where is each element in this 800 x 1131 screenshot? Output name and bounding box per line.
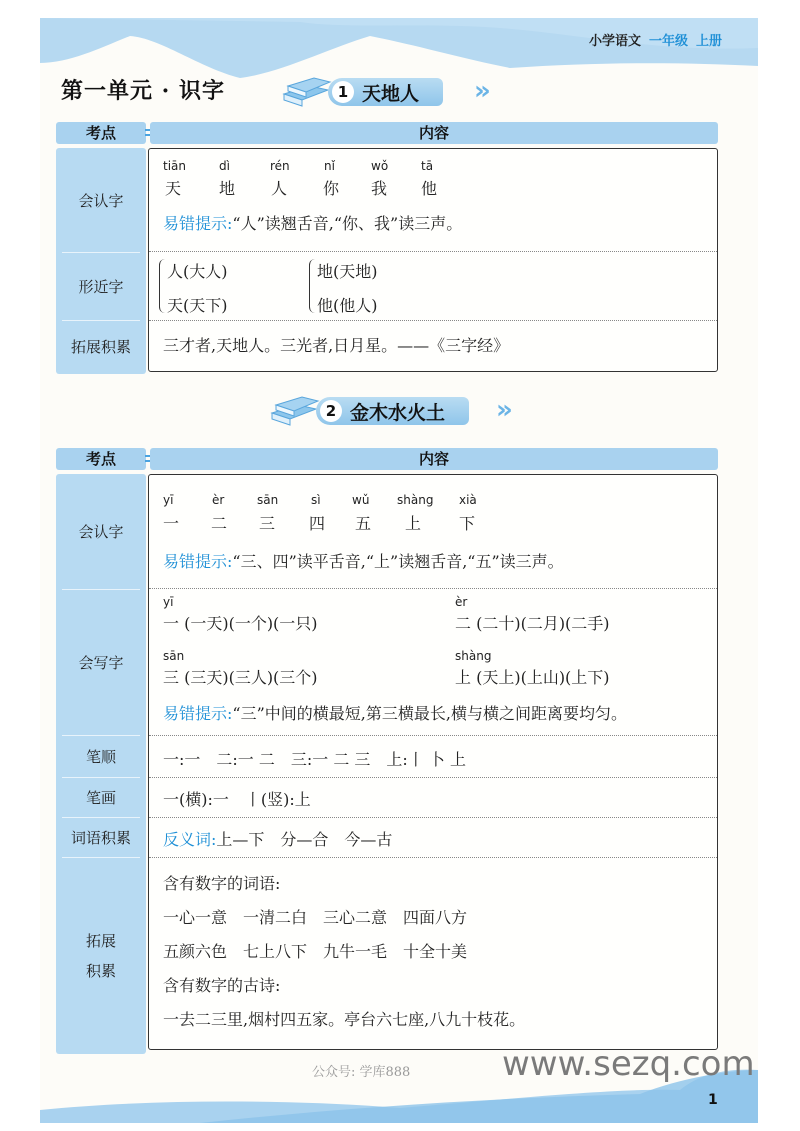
write-item: 三 (三天)(三人)(三个) xyxy=(163,668,318,687)
lesson-title: 金木水火土 xyxy=(350,401,446,424)
lesson-title-pill xyxy=(328,78,443,106)
pinyin: dì xyxy=(219,159,230,173)
character: 地 xyxy=(219,179,236,198)
character: 四 xyxy=(309,514,326,533)
character: 你 xyxy=(323,179,340,198)
pinyin: èr xyxy=(455,595,468,609)
pinyin: shàng xyxy=(455,649,492,663)
pinyin: yī xyxy=(163,595,174,609)
volume-label: 上册 xyxy=(695,34,722,49)
stroke-order-text: 一:一 二:一 二 三:一 二 三 上:丨 卜 上 xyxy=(163,750,466,769)
pinyin: rén xyxy=(270,159,290,173)
pinyin: tā xyxy=(421,159,434,173)
textbook-page xyxy=(40,18,758,1123)
extend-line: 含有数字的词语: xyxy=(163,874,281,893)
pinyin: sì xyxy=(311,493,321,507)
brace-icon xyxy=(159,259,165,313)
pinyin: wǔ xyxy=(352,493,370,507)
write-item: 上 (天上)(上山)(上下) xyxy=(455,668,610,687)
pinyin: sān xyxy=(257,493,279,507)
antonym-text: 上—下 分—合 今—古 xyxy=(216,830,393,849)
character: 一 xyxy=(163,514,180,533)
extend-text: 三才者,天地人。三光者,日月星。——《三字经》 xyxy=(163,336,510,355)
label-write: 会写字 xyxy=(78,653,124,672)
label-similar: 形近字 xyxy=(78,277,124,296)
tip-label: 易错提示: xyxy=(163,704,233,723)
label-vocab: 词语积累 xyxy=(70,828,131,847)
label-recognize: 会认字 xyxy=(78,523,124,541)
watermark-text: 公众号: 学库888 xyxy=(312,1065,411,1080)
lesson-1-table xyxy=(56,148,718,374)
lesson-2-banner xyxy=(268,395,528,427)
pinyin: tiān xyxy=(163,159,186,173)
antonym-label: 反义词: xyxy=(163,830,217,849)
books-icon xyxy=(268,395,322,427)
column-header-kaodian: 考点 xyxy=(56,448,146,470)
content-box xyxy=(148,474,718,1050)
pinyin: sān xyxy=(163,649,185,663)
column-header-kaodian: 考点 xyxy=(56,122,146,144)
tip-text: “三、四”读平舌音,“上”读翘舌音,“五”读三声。 xyxy=(232,552,564,571)
error-tip xyxy=(163,549,564,572)
pinyin: xià xyxy=(459,493,477,507)
double-chevron-icon: » xyxy=(474,76,491,106)
label-recognize: 会认字 xyxy=(78,191,124,210)
character: 天 xyxy=(165,179,182,198)
character: 五 xyxy=(355,514,372,533)
page-number: 1 xyxy=(708,1092,718,1108)
extend-line: 含有数字的古诗: xyxy=(163,976,281,995)
book-title xyxy=(589,30,722,49)
strokes-text: 一(横):一 丨(竖):上 xyxy=(163,790,311,809)
pinyin: yī xyxy=(163,493,174,507)
subject-label: 小学语文 xyxy=(588,34,641,49)
lesson-2-table-header xyxy=(56,448,718,470)
vocab-antonyms xyxy=(163,827,392,850)
lesson-number: 1 xyxy=(332,81,354,103)
pinyin: nǐ xyxy=(324,159,335,173)
character: 我 xyxy=(371,179,388,198)
label-extend xyxy=(56,857,146,1054)
lesson-title-pill xyxy=(316,397,469,425)
content-box xyxy=(148,148,718,372)
character: 人 xyxy=(271,179,288,198)
column-header-neirong: 内容 xyxy=(150,122,718,144)
extend-line: 一心一意 一清二白 三心二意 四面八方 xyxy=(163,908,468,927)
pinyin: èr xyxy=(212,493,225,507)
tip-label: 易错提示: xyxy=(163,214,233,233)
label-extend: 拓展积累 xyxy=(70,337,131,356)
tip-label: 易错提示: xyxy=(163,552,233,571)
character: 二 xyxy=(211,514,228,533)
error-tip xyxy=(163,211,462,234)
lesson-number: 2 xyxy=(320,400,342,422)
similar-item: 他(他人) xyxy=(317,296,378,315)
lesson-1-table-header xyxy=(56,122,718,144)
label-stroke-order: 笔顺 xyxy=(85,747,116,766)
character: 三 xyxy=(259,514,276,533)
column-header-neirong: 内容 xyxy=(150,448,718,470)
extend-line: 五颜六色 七上八下 九牛一毛 十全十美 xyxy=(163,942,468,961)
extend-line: 一去二三里,烟村四五家。亭台六七座,八九十枝花。 xyxy=(163,1010,526,1029)
label-extend-line2: 积累 xyxy=(85,961,116,980)
write-item: 二 (二十)(二月)(二手) xyxy=(455,614,610,633)
pinyin: shàng xyxy=(397,493,434,507)
grade-label: 一年级 xyxy=(648,34,688,49)
character: 他 xyxy=(421,179,438,198)
character: 下 xyxy=(459,514,476,533)
lesson-2-table xyxy=(56,474,718,1054)
double-chevron-icon: » xyxy=(496,395,513,425)
similar-item: 地(天地) xyxy=(317,262,378,281)
label-strokes: 笔画 xyxy=(85,788,116,807)
lesson-title: 天地人 xyxy=(362,82,420,105)
tip-text: “人”读翘舌音,“你、我”读三声。 xyxy=(232,214,463,233)
write-item: 一 (一天)(一个)(一只) xyxy=(163,614,318,633)
label-extend-line1: 拓展 xyxy=(85,931,116,950)
unit-title: 第一单元 · 识字 xyxy=(61,78,225,104)
similar-item: 天(天下) xyxy=(167,296,228,315)
watermark-url: www.sezq.com xyxy=(502,1044,755,1084)
brace-icon xyxy=(309,259,315,313)
error-tip xyxy=(163,701,627,724)
similar-item: 人(大人) xyxy=(167,262,228,281)
pinyin: wǒ xyxy=(371,159,389,173)
character: 上 xyxy=(405,514,422,533)
tip-text: “三”中间的横最短,第三横最长,横与横之间距离要均匀。 xyxy=(232,704,627,723)
lesson-1-banner xyxy=(280,76,500,108)
books-icon xyxy=(280,76,334,108)
